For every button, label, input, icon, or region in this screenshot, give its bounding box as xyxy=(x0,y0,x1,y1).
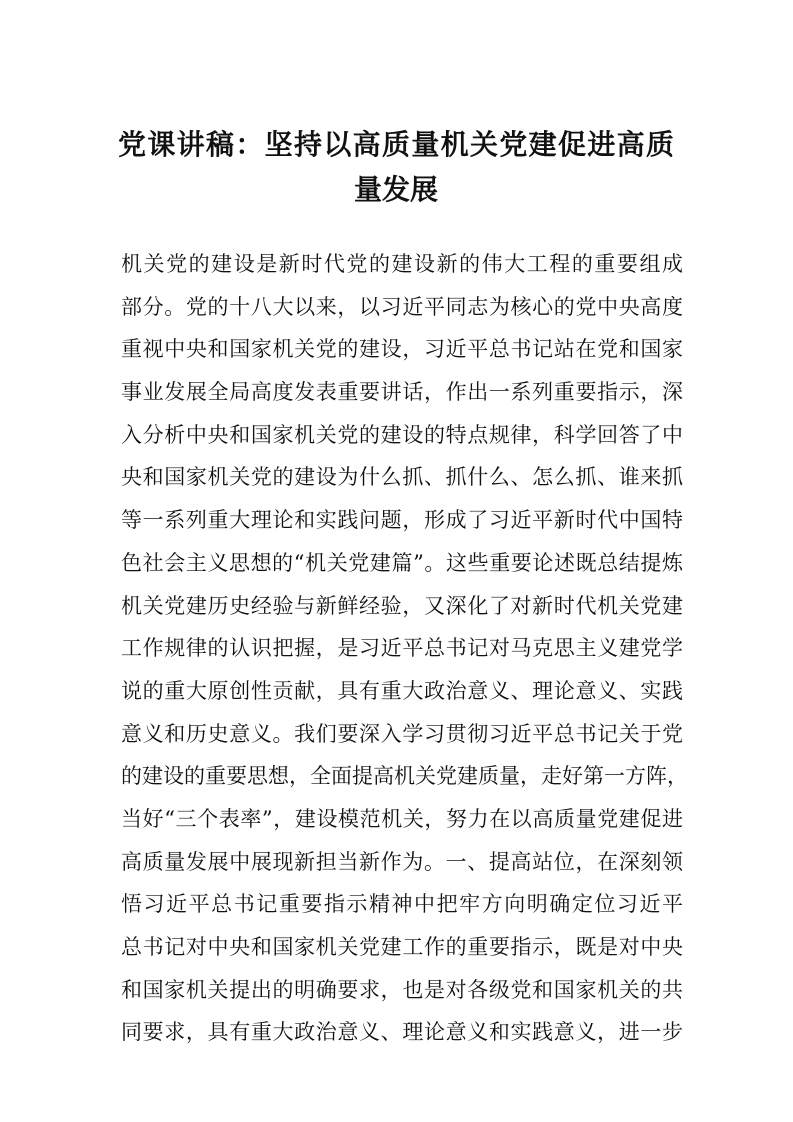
body-line: 说的重大原创性贡献，具有重大政治意义、理论意义、实践 xyxy=(121,678,683,703)
body-line: 部分。党的十八大以来，以习近平同志为核心的党中央高度 xyxy=(121,294,683,319)
body-line: 当好“三个表率”，建设模范机关，努力在以高质量党建促进 xyxy=(121,806,683,831)
body-line: 央和国家机关党的建设为什么抓、抓什么、怎么抓、谁来抓 xyxy=(121,465,683,490)
body-line: 同要求，具有重大政治意义、理论意义和实践意义，进一步 xyxy=(121,1020,683,1045)
body-line: 的建设的重要思想，全面提高机关党建质量，走好第一方阵， xyxy=(121,764,688,789)
body-line: 和国家机关提出的明确要求，也是对各级党和国家机关的共 xyxy=(121,977,683,1002)
title-line: 党课讲稿：坚持以高质量机关党建促进高质 xyxy=(118,128,674,161)
body-line: 重视中央和国家机关党的建设，习近平总书记站在党和国家 xyxy=(121,337,683,362)
title-line: 量发展 xyxy=(353,173,438,206)
body-line: 等一系列重大理论和实践问题，形成了习近平新时代中国特 xyxy=(121,508,683,533)
body-line: 机关党建历史经验与新鲜经验，又深化了对新时代机关党建 xyxy=(121,593,683,618)
document-body xyxy=(121,243,688,1054)
body-line: 机关党的建设是新时代党的建设新的伟大工程的重要组成 xyxy=(121,252,683,276)
body-line: 入分析中央和国家机关党的建设的特点规律，科学回答了中 xyxy=(121,422,683,447)
body-line: 总书记对中央和国家机关党建工作的重要指示，既是对中央 xyxy=(121,935,683,959)
body-line: 意义和历史意义。我们要深入学习贯彻习近平总书记关于党 xyxy=(121,721,683,746)
document-title xyxy=(118,122,674,212)
body-line: 事业发展全局高度发表重要讲话，作出一系列重要指示，深 xyxy=(121,380,683,405)
body-line: 高质量发展中展现新担当新作为。一、提高站位，在深刻领 xyxy=(121,849,683,874)
body-line: 工作规律的认识把握，是习近平总书记对马克思主义建党学 xyxy=(121,636,683,661)
body-line: 悟习近平总书记重要指示精神中把牢方向明确定位习近平 xyxy=(121,892,683,917)
body-line: 色社会主义思想的“机关党建篇”。这些重要论述既总结提炼 xyxy=(121,550,683,575)
